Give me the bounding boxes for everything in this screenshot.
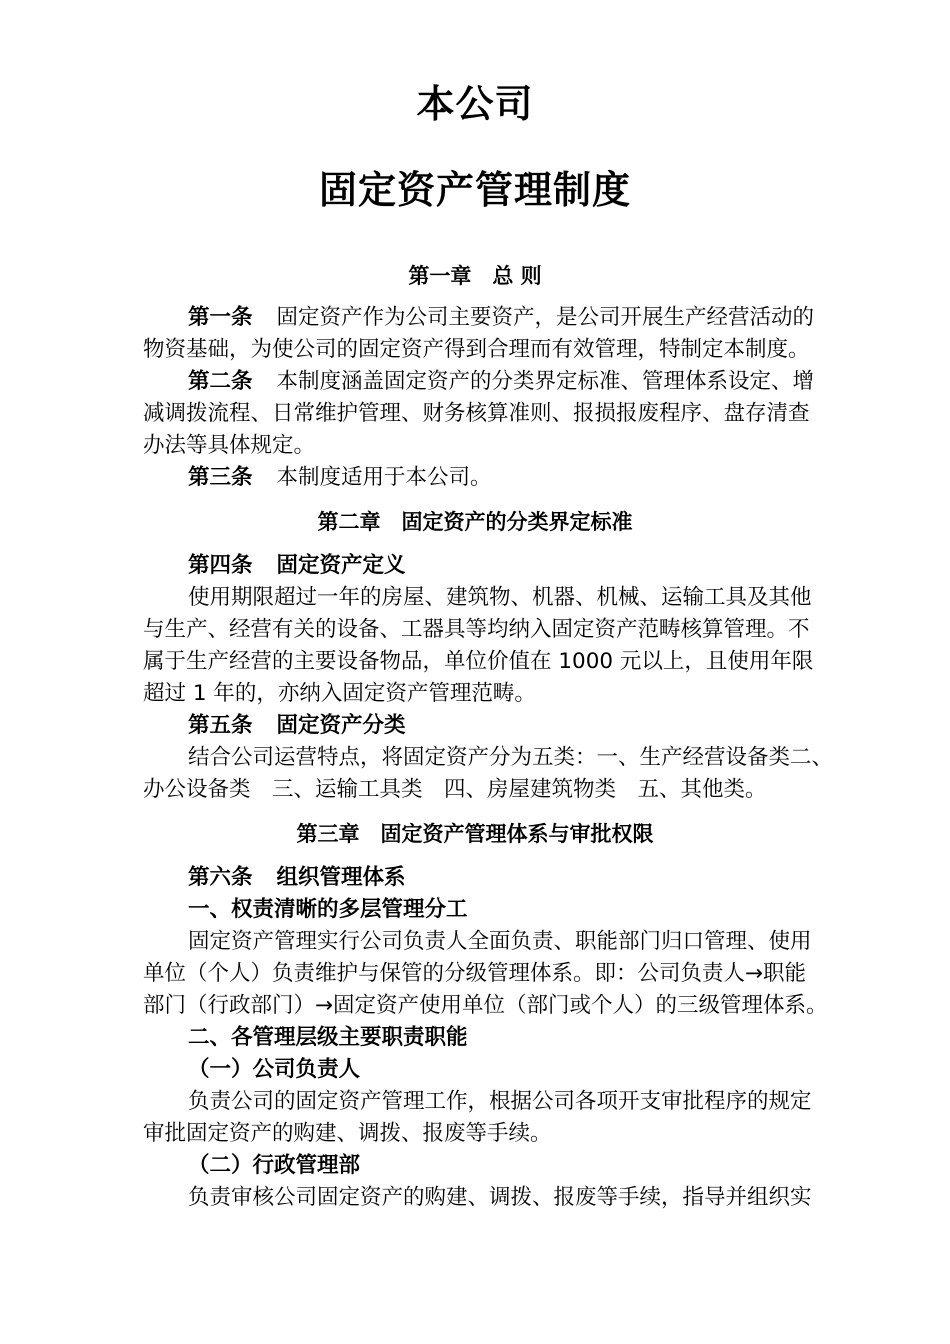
article-1-text-1: 固定资产作为公司主要资产，是公司开展生产经营活动的 <box>276 305 815 330</box>
article-5-line-1: 结合公司运营特点，将固定资产分为五类：一、生产经营设备类二、 <box>188 745 834 770</box>
subsection-2-line-1: 负责审核公司固定资产的购建、调拨、报废等手续，指导并组织实 <box>188 1185 812 1210</box>
article-2-label: 第二条 <box>188 369 253 394</box>
article-3-line-1 <box>188 464 492 492</box>
section-1-line-3: 部门（行政部门）→固定资产使用单位（部门或个人）的三级管理体系。 <box>143 993 828 1018</box>
subsection-2-heading: （二）行政管理部 <box>188 1153 361 1178</box>
article-1-label: 第一条 <box>188 305 253 330</box>
subsection-1-line-1: 负责公司的固定资产管理工作，根据公司各项开支审批程序的规定 <box>188 1089 812 1114</box>
article-4-line-1: 使用期限超过一年的房屋、建筑物、机器、机械、运输工具及其他 <box>188 585 812 610</box>
section-2-heading: 二、各管理层级主要职责职能 <box>188 1025 468 1050</box>
article-5-title: 固定资产分类 <box>276 713 406 738</box>
article-5-line-2: 办公设备类 三、运输工具类 四、房屋建筑物类 五、其他类。 <box>143 777 767 802</box>
article-6-title: 组织管理体系 <box>276 865 406 890</box>
article-4-line-3: 属于生产经营的主要设备物品，单位价值在 1000 元以上，且使用年限 <box>143 649 814 674</box>
article-4-label: 第四条 <box>188 553 253 578</box>
article-3-label: 第三条 <box>188 465 253 490</box>
section-1-line-2: 单位（个人）负责维护与保管的分级管理体系。即：公司负责人→职能 <box>143 961 807 986</box>
chapter-heading-2: 第二章 固定资产的分类界定标准 <box>317 510 633 534</box>
article-6-label: 第六条 <box>188 865 253 890</box>
article-1-line-1 <box>188 304 814 332</box>
document-title-company: 本公司 <box>416 82 534 126</box>
article-6-heading <box>188 864 406 892</box>
article-4-line-4: 超过 1 年的，亦纳入固定资产管理范畴。 <box>143 681 536 706</box>
article-2-line-2: 减调拨流程、日常维护管理、财务核算准则、报损报废程序、盘存清查 <box>143 401 810 426</box>
subsection-1-heading: （一）公司负责人 <box>188 1057 361 1082</box>
article-4-title: 固定资产定义 <box>276 553 406 578</box>
article-5-heading <box>188 712 406 740</box>
subsection-1-line-2: 审批固定资产的购建、调拨、报废等手续。 <box>143 1121 552 1146</box>
article-2-line-1 <box>188 368 814 396</box>
article-4-line-2: 与生产、经营有关的设备、工器具等均纳入固定资产范畴核算管理。不 <box>143 617 810 642</box>
article-1-line-2: 物资基础，为使公司的固定资产得到合理而有效管理，特制定本制度。 <box>143 337 810 362</box>
section-1-line-1: 固定资产管理实行公司负责人全面负责、职能部门归口管理、使用 <box>188 929 812 954</box>
article-5-label: 第五条 <box>188 713 253 738</box>
article-4-heading <box>188 552 406 580</box>
document-title-main: 固定资产管理制度 <box>318 168 631 212</box>
article-2-line-3: 办法等具体规定。 <box>143 433 316 458</box>
article-3-text-1: 本制度适用于本公司。 <box>276 465 492 490</box>
section-1-heading: 一、权责清晰的多层管理分工 <box>188 897 468 922</box>
chapter-heading-3: 第三章 固定资产管理体系与审批权限 <box>296 822 654 846</box>
article-2-text-1: 本制度涵盖固定资产的分类界定标准、管理体系设定、增 <box>276 369 815 394</box>
chapter-heading-1: 第一章 总 则 <box>408 264 542 288</box>
